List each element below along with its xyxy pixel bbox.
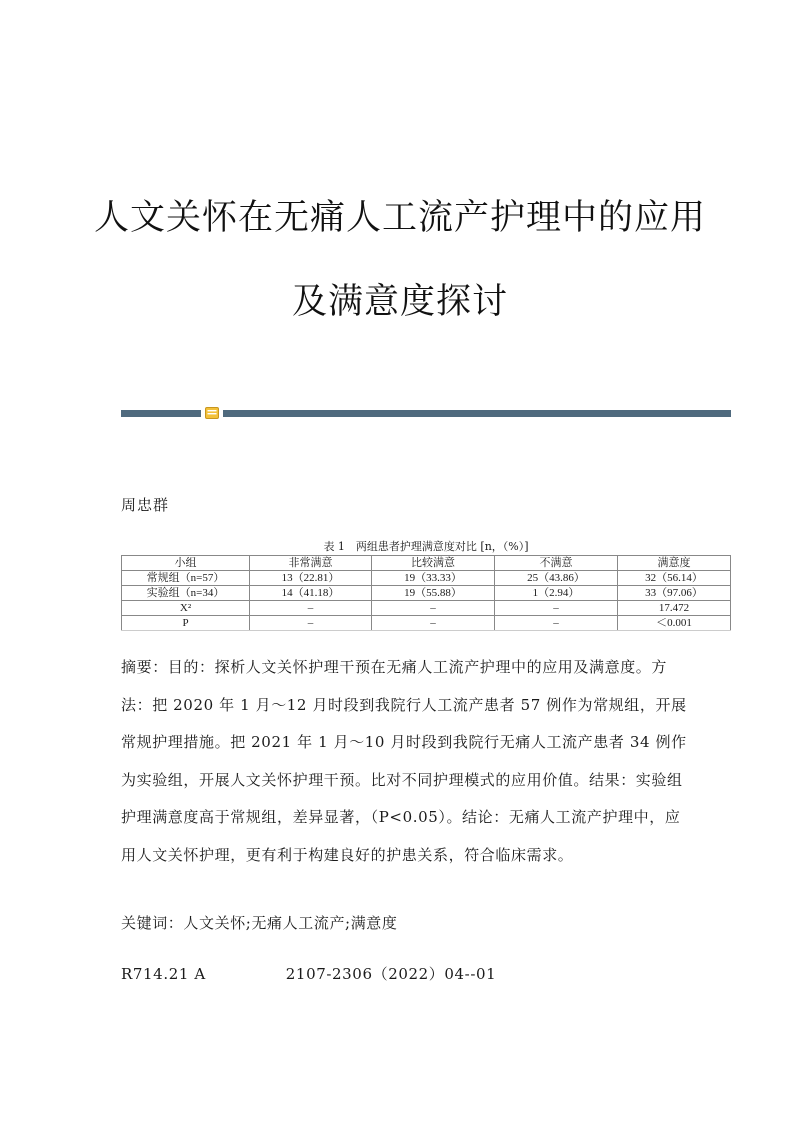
- table-cell: 13（22.81）: [250, 571, 372, 586]
- table-header-cell: 非常满意: [250, 556, 372, 571]
- paper-title-line-1: 人文关怀在无痛人工流产护理中的应用: [93, 198, 706, 238]
- table-cell: 19（33.33）: [372, 571, 495, 586]
- table-cell: 14（41.18）: [250, 586, 372, 601]
- author-name: 周忠群: [121, 496, 170, 514]
- table-cell: –: [250, 616, 372, 631]
- table-header-cell: 小组: [122, 556, 250, 571]
- table-cell: X²: [122, 601, 250, 616]
- table-row: [122, 616, 731, 631]
- table-cell: 32（56.14）: [618, 571, 731, 586]
- table-header-row: [122, 556, 731, 571]
- table-cell: –: [495, 601, 618, 616]
- table-cell: –: [250, 601, 372, 616]
- table-cell: 33（97.06）: [618, 586, 731, 601]
- table-header-cell: 不满意: [495, 556, 618, 571]
- table-cell: ＜0.001: [618, 616, 731, 631]
- table-row: [122, 571, 731, 586]
- table-cell: 1（2.94）: [495, 586, 618, 601]
- document-icon: [205, 407, 219, 419]
- table-row: [122, 601, 731, 616]
- table-cell: 17.472: [618, 601, 731, 616]
- classification-code: R714.21 A: [121, 965, 206, 983]
- table-cell: 实验组（n=34）: [122, 586, 250, 601]
- table-cell: –: [372, 601, 495, 616]
- table-cell: –: [372, 616, 495, 631]
- table-cell: 常规组（n=57）: [122, 571, 250, 586]
- divider-bar-right: [223, 410, 731, 417]
- table-row: [122, 586, 731, 601]
- table-caption: 表 1 两组患者护理满意度对比 [n，（%）]: [323, 540, 529, 553]
- divider-bar-left: [121, 410, 201, 417]
- paper-title-line-2: 及满意度探讨: [291, 282, 508, 322]
- keywords-line: 关键词：人文关怀;无痛人工流产;满意度: [121, 914, 398, 932]
- table-cell: 19（55.88）: [372, 586, 495, 601]
- satisfaction-table: [121, 555, 731, 631]
- table-cell: –: [495, 616, 618, 631]
- issn-number: 2107-2306（2022）04--01: [285, 965, 497, 983]
- table-cell: 25（43.86）: [495, 571, 618, 586]
- table-cell: P: [122, 616, 250, 631]
- table-header-cell: 满意度: [618, 556, 731, 571]
- abstract-paragraph: 摘要：目的：探析人文关怀护理干预在无痛人工流产护理中的应用及满意度。方法：把 2020 年 1 月～12 月时段到我院行人工流产患者 57 例作为常规组，开展常规护理措施。把 2021 年 1 月～10 月时段到我院行无痛人工流产患者 34 例作为实验组，开展人文关怀护理干预。比对不同护理模式的应用价值。结果：实验组护理满意度高于常规组，差异显著，（P<0.05）。结论：无痛人工流产护理中，应用人文关怀护理，更有利于构建良好的护患关系，符合临床需求。: [121, 658, 687, 864]
- table-header-cell: 比较满意: [372, 556, 495, 571]
- classification-line: [121, 956, 691, 994]
